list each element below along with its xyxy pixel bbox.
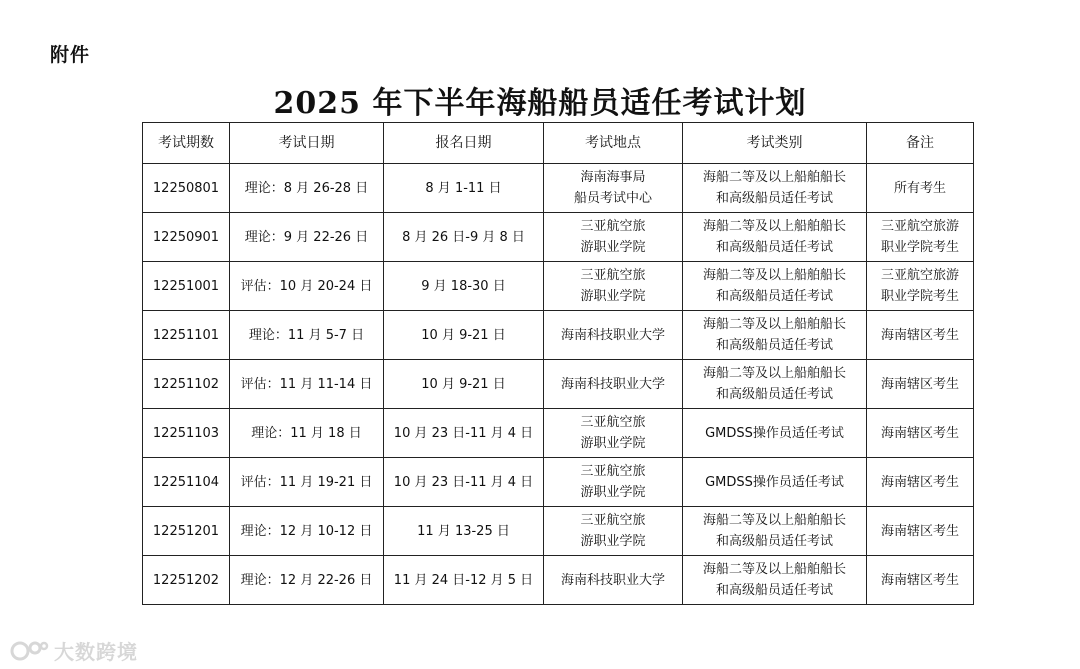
column-header-location: 考试地点: [544, 123, 683, 164]
cell-signup-date: 8 月 1-11 日: [384, 164, 544, 213]
cell-category: [683, 311, 867, 360]
cell-signup-date: 10 月 9-21 日: [384, 360, 544, 409]
cell-location-line: 三亚航空旅: [580, 464, 646, 479]
cell-note: [867, 556, 974, 605]
cell-period: 12251202: [143, 556, 230, 605]
table-row: [143, 360, 974, 409]
cell-location: [544, 409, 683, 458]
cell-note: [867, 262, 974, 311]
cell-note: [867, 164, 974, 213]
cell-category: [683, 213, 867, 262]
table-body: [143, 164, 974, 605]
cell-category-line: 和高级船员适任考试: [715, 387, 833, 402]
cell-note-line: 海南辖区考生: [880, 474, 959, 490]
cell-location-line: 游职业学院: [580, 289, 646, 304]
cell-location-line: 游职业学院: [580, 240, 646, 255]
cell-category-line: 和高级船员适任考试: [715, 583, 833, 598]
cell-category-line: 海船二等及以上船舶船长: [702, 219, 846, 234]
cell-category-line: 海船二等及以上船舶船长: [702, 268, 846, 283]
table-row: [143, 409, 974, 458]
cell-note-line: 海南辖区考生: [880, 523, 959, 539]
table-row: [143, 507, 974, 556]
cell-exam-date: 评估：11 月 11-14 日: [230, 360, 384, 409]
cell-period: 12250901: [143, 213, 230, 262]
cell-category: [683, 164, 867, 213]
cell-signup-date: 9 月 18-30 日: [384, 262, 544, 311]
cell-note-line: 海南辖区考生: [880, 327, 959, 343]
cell-location: [544, 213, 683, 262]
cell-period: 12251102: [143, 360, 230, 409]
cell-exam-date: 理论：11 月 18 日: [230, 409, 384, 458]
cell-category-line: 海船二等及以上船舶船长: [702, 170, 846, 185]
cell-period: 12251104: [143, 458, 230, 507]
cell-note-line: 海南辖区考生: [880, 572, 959, 588]
cell-location: [544, 556, 683, 605]
column-header-period: 考试期数: [143, 123, 230, 164]
cell-period: 12251101: [143, 311, 230, 360]
cell-note: [867, 409, 974, 458]
cell-note: [867, 360, 974, 409]
column-header-exam-date: 考试日期: [230, 123, 384, 164]
cell-location-line: 三亚航空旅: [580, 268, 646, 283]
cell-category-line: 海船二等及以上船舶船长: [702, 366, 846, 381]
cell-category: [683, 458, 867, 507]
cell-signup-date: 11 月 13-25 日: [384, 507, 544, 556]
cell-note-line: 三亚航空旅游: [880, 268, 959, 283]
cell-note-line: 海南辖区考生: [880, 376, 959, 392]
cell-category-line: 海船二等及以上船舶船长: [702, 513, 846, 528]
cell-category-line: 和高级船员适任考试: [715, 289, 833, 304]
watermark: [10, 636, 138, 665]
table-row: [143, 164, 974, 213]
cell-location-line: 三亚航空旅: [580, 219, 646, 234]
cell-location-line: 三亚航空旅: [580, 415, 646, 430]
column-header-note: 备注: [867, 123, 974, 164]
cell-note-line: 职业学院考生: [880, 240, 959, 255]
table-row: [143, 556, 974, 605]
cell-note-line: 所有考生: [893, 180, 946, 196]
cell-exam-date: 理论：12 月 22-26 日: [230, 556, 384, 605]
table-row: [143, 311, 974, 360]
cell-note-line: 职业学院考生: [880, 289, 959, 304]
cell-location-line: 游职业学院: [580, 485, 646, 500]
cell-signup-date: 8 月 26 日-9 月 8 日: [384, 213, 544, 262]
cell-location: [544, 262, 683, 311]
cell-note-line: 海南辖区考生: [880, 425, 959, 441]
cell-location-line: 海南科技职业大学: [560, 376, 665, 392]
cell-note: [867, 458, 974, 507]
cell-location-line: 海南科技职业大学: [560, 572, 665, 588]
cell-period: 12251201: [143, 507, 230, 556]
cell-location: [544, 507, 683, 556]
cell-category-line: 和高级船员适任考试: [715, 191, 833, 206]
table-row: [143, 262, 974, 311]
cell-category-line: 海船二等及以上船舶船长: [702, 317, 846, 332]
table-row: [143, 213, 974, 262]
cell-location-line: 海南科技职业大学: [560, 327, 665, 343]
cell-location-line: 三亚航空旅: [580, 513, 646, 528]
cell-category: [683, 556, 867, 605]
column-header-signup-date: 报名日期: [384, 123, 544, 164]
cell-location: [544, 164, 683, 213]
cell-note: [867, 311, 974, 360]
cell-category: [683, 360, 867, 409]
cell-category-line: 和高级船员适任考试: [715, 338, 833, 353]
cell-location-line: 船员考试中心: [573, 191, 652, 206]
cell-signup-date: 10 月 23 日-11 月 4 日: [384, 409, 544, 458]
cell-exam-date: 理论：9 月 22-26 日: [230, 213, 384, 262]
cell-signup-date: 10 月 9-21 日: [384, 311, 544, 360]
cell-exam-date: 评估：11 月 19-21 日: [230, 458, 384, 507]
cell-location: [544, 458, 683, 507]
watermark-text: 大数跨境: [54, 640, 138, 664]
table-row: [143, 458, 974, 507]
cell-signup-date: 11 月 24 日-12 月 5 日: [384, 556, 544, 605]
cell-note-line: 三亚航空旅游: [880, 219, 959, 234]
cell-exam-date: 理论：12 月 10-12 日: [230, 507, 384, 556]
cell-location: [544, 311, 683, 360]
cell-location: [544, 360, 683, 409]
cell-location-line: 游职业学院: [580, 534, 646, 549]
table-header-row: [143, 123, 974, 164]
cell-category-line: 和高级船员适任考试: [715, 240, 833, 255]
cell-period: 12250801: [143, 164, 230, 213]
cell-location-line: 游职业学院: [580, 436, 646, 451]
column-header-category: 考试类别: [683, 123, 867, 164]
cell-period: 12251103: [143, 409, 230, 458]
cell-location-line: 海南海事局: [580, 170, 646, 185]
cell-exam-date: 评估：10 月 20-24 日: [230, 262, 384, 311]
cell-signup-date: 10 月 23 日-11 月 4 日: [384, 458, 544, 507]
brand-logo-icon: [10, 639, 50, 663]
cell-category: [683, 409, 867, 458]
cell-exam-date: 理论：11 月 5-7 日: [230, 311, 384, 360]
cell-category-line: GMDSS操作员适任考试: [705, 474, 844, 490]
cell-exam-date: 理论：8 月 26-28 日: [230, 164, 384, 213]
cell-note: [867, 507, 974, 556]
exam-schedule-table: [142, 122, 974, 605]
cell-category: [683, 262, 867, 311]
document-title: 2025 年下半年海船船员适任考试计划: [273, 86, 807, 121]
cell-category: [683, 507, 867, 556]
cell-category-line: GMDSS操作员适任考试: [705, 425, 844, 441]
cell-category-line: 和高级船员适任考试: [715, 534, 833, 549]
cell-category-line: 海船二等及以上船舶船长: [702, 562, 846, 577]
attachment-label: 附件: [50, 44, 91, 66]
cell-period: 12251001: [143, 262, 230, 311]
cell-note: [867, 213, 974, 262]
